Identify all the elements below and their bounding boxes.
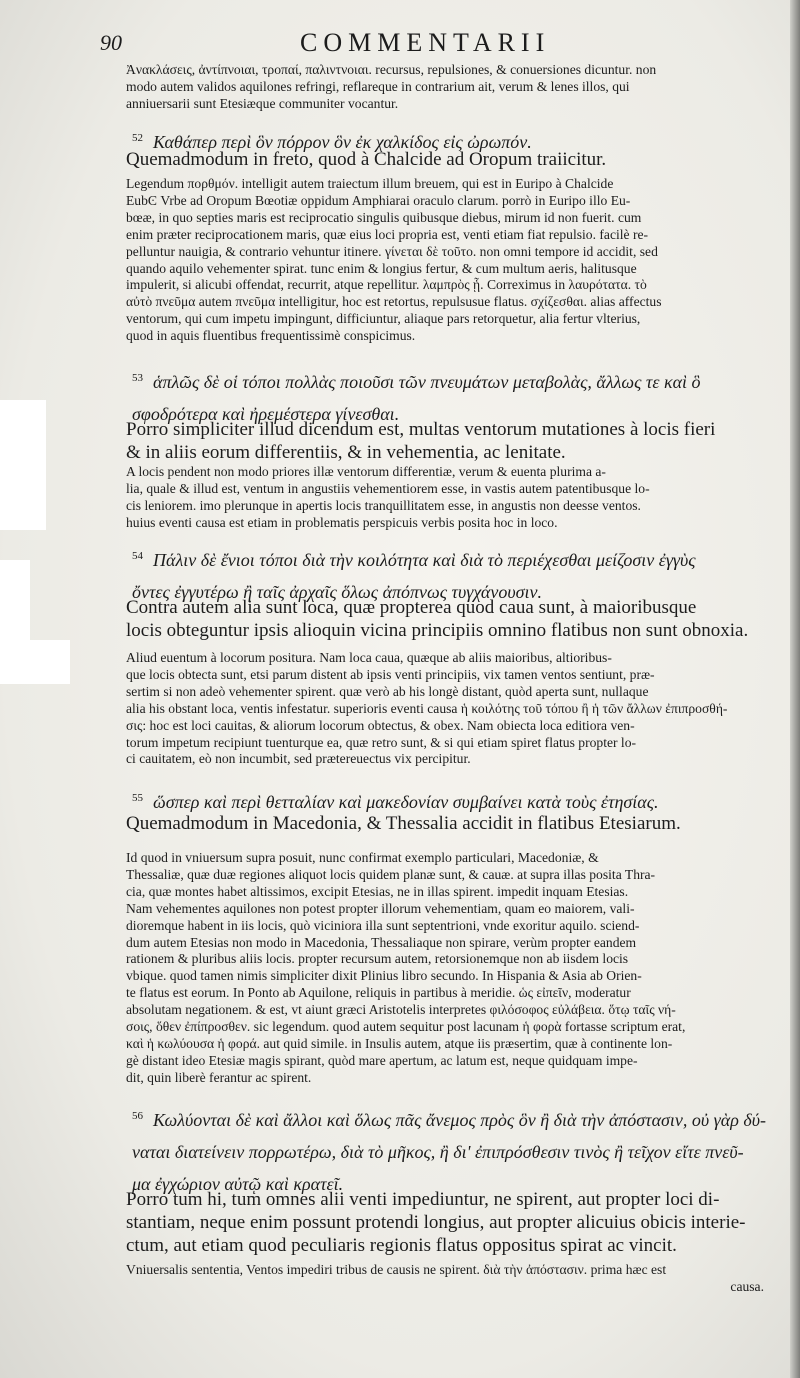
text-line: Contra autem alia sunt loca, quæ propterea quod caua sunt, à maioribusque — [126, 597, 697, 618]
greek-line: Κωλύονται δὲ καὶ ἄλλοι καὶ ὅλως πᾶς ἄνεμος πρὸς ὃν ἢ διὰ τὴν ἀπόστασιν, οὐ γὰρ δύ- — [153, 1110, 766, 1130]
commentary-paragraph — [126, 176, 764, 345]
text-line: Aliud euentum à locorum positura. Nam loca caua, quæque ab aliis maioribus, altioribus- — [126, 650, 612, 665]
text-line: torum impetum recipiunt tuenturque ea, quæ retro sunt, & si qui etiam spiret flatus propter lo- — [126, 734, 637, 750]
text-line: absolutam negationem. & est, vt aiunt græci Aristotelis interpretes φιλόσοφος εὐλάβεια. ὅτῳ ταῖς νή- — [126, 1002, 676, 1018]
section-number: 55 — [132, 792, 143, 804]
greek-line: ἁπλῶς δὲ οἱ τόποι πολλὰς ποιοῦσι τῶν πνευμάτων μεταβολὰς, ἄλλως τε καὶ ὃ — [153, 372, 701, 392]
page-number: 90 — [100, 30, 122, 55]
text-line: ventorum, qui cum impetu impingunt, difficiuntur, aliaque pars retorquetur, alia fertur vlterius, — [126, 311, 641, 327]
commentary-paragraph — [126, 62, 764, 113]
text-line: Quemadmodum in freto, quod à Chalcide ad Oropum traiicitur. — [126, 149, 607, 170]
text-line: ctum, aut etiam quod peculiaris regionis flatus oppositus spirat ac vincit. — [126, 1235, 677, 1256]
text-line: bœæ, in quo septies maris est reciprocatio singulis quibusque diebus, mirum id non fuerit. cum — [126, 209, 642, 225]
text-line: te flatus est eorum. In Ponto ab Aquilone, reliquis in partibus à meridie. ὡς εἰπεῖν, moderatur — [126, 985, 631, 1001]
text-line: σφοδρότερα καὶ ἠρεμέστερα γίνεσθαι. — [132, 404, 400, 424]
section-number: 53 — [132, 372, 143, 384]
section-number: 52 — [132, 132, 143, 144]
text-line: ναται διατείνειν πορρωτέρω, διὰ τὸ μῆκος, ἢ δι' ἐπιπρόσθεσιν τινὸς ἢ τεῖχον εἴτε πνεῦ- — [132, 1142, 744, 1162]
greek-line: Καθάπερ περὶ ὃν πόρρον ὃν ἐκ χαλκίδος εἰς ὠρωπόν. — [153, 132, 532, 152]
text-line: μα ἐγχώριον αὐτῷ καὶ κρατεῖ. — [132, 1174, 344, 1194]
section-number: 54 — [132, 550, 143, 562]
text-line: impulerit, si alicubi offendat, recurrit, atque repellitur. λαμπρὸς ᾖ. Correximus in λαυρότατα. τὸ — [126, 277, 647, 293]
text-line: vbique. quod tamen nimis simpliciter dixit Plinius libro secundo. In Hispania & Asia ab Orien- — [126, 968, 642, 984]
torn-margin — [0, 400, 46, 530]
text-line: αὐτὸ πνεῦμα autem πνεῦμα intelligitur, hoc est retortus, repulsusue flatus. σχίζεσθαι. alias affectus — [126, 294, 662, 310]
text-line: καὶ ἡ κωλύουσα ἡ φορά. aut quid simile. in Insulis autem, atque iis præsertim, quæ à continente lon- — [126, 1035, 673, 1051]
text-line: Porro simpliciter illud dicendum est, multas ventorum mutationes à locis fieri — [126, 419, 716, 440]
latin-lemma — [126, 596, 764, 642]
text-line: Quemadmodum in Macedonia, & Thessalia accidit in flatibus Etesiarum. — [126, 813, 681, 834]
text-line: dum autem Etesias non modo in Macedonia, Thessaliaque non spirare, verùm propter eandem — [126, 934, 637, 950]
text-line: sertim si non adeò vehementer spirent. quæ verò ab his longè distant, quòd aperta sunt, nullaque — [126, 683, 649, 699]
text-line: locis obteguntur ipsis alioquin vicina principiis omnino flatibus non sunt obnoxia. — [126, 620, 749, 641]
text-line — [132, 362, 770, 398]
text-line: σις: hoc est loci cauitas, & aliorum locorum obtectus, & obex. Nam obiecta loca editiora ven- — [126, 717, 635, 733]
text-line: Ἀνακλάσεις, ἀντίπνοιαι, τροπαί, παλιντνοιαι. recursus, repulsiones, & conuersiones dicuntur. non — [126, 62, 657, 77]
text-line: ci cauitatem, eò non incumbit, sed prætereuectus vix percipitur. — [126, 751, 471, 767]
text-line: cis leniorem. imo plerunque in apertis locis tranquillitatem esse, in angustis non deesse ventos. — [126, 497, 641, 513]
text-line: rationem & pluribus aliis locis. propter recursum autem, retorsionemque non ab iisdem locis — [126, 951, 629, 967]
text-line: gè distant ideo Etesiæ magis spirant, quòd mare apertum, ac latum est, neque quidquam impe- — [126, 1052, 638, 1068]
greek-text — [132, 1100, 770, 1200]
text-line: enim præter reciprocationem maris, quæ eius loci propria est, venti etiam fiat repulsio. facilè re- — [126, 226, 649, 242]
text-line: huius eventi causa est etiam in problematis perspicuis verbis posita hoc in loco. — [126, 514, 558, 530]
text-line: A locis pendent non modo priores illæ ventorum differentiæ, verum & euenta plurima a- — [126, 464, 606, 479]
commentary-paragraph — [126, 850, 764, 1087]
text-line: alia his obstant loca, ventis infestatur. superioris eventi causa ἡ κοιλότης τοῦ τόπου ἢ ἡ τῶν ἄλλων ἐπιπροσθή- — [126, 700, 728, 716]
commentary-paragraph — [126, 650, 764, 768]
text-line: stantiam, neque enim possunt protendi longius, aut propter alicuius obicis interie- — [126, 1212, 746, 1233]
greek-line: Πάλιν δὲ ἔνιοι τόποι διὰ τὴν κοιλότητα καὶ διὰ τὸ περιέχεσθαι μείζοσιν ἐγγὺς — [153, 550, 696, 570]
text-line: σοις, ὅθεν ἐπίπροσθεν. sic legendum. quod autem sequitur post lacunam ἡ φορὰ fortasse scriptum erat, — [126, 1019, 686, 1035]
text-line: causa. — [730, 1278, 764, 1294]
text-line: lia, quale & illud est, ventum in angustiis vehementiorem esse, in vastis autem patentibusque lo- — [126, 480, 650, 496]
section-number: 56 — [132, 1110, 143, 1122]
text-line: anniuersarii sunt Etesiæque communiter vocantur. — [126, 95, 399, 111]
text-line: quando aquilo vehementer spirat. tunc enim & longius fertur, & cum multum aeris, halitusque — [126, 260, 637, 276]
text-line: & in aliis eorum differentiis, & in vehementia, ac lenitate. — [126, 442, 566, 463]
latin-lemma — [126, 148, 764, 171]
text-line — [132, 540, 770, 576]
text-line: Nam vehementes aquilones non potest propter illorum vehementiam, quam eo maiorem, vali- — [126, 900, 635, 916]
text-line: cia, quæ montes habet altissimos, excipit Etesias, ne in illas spirent. impedit inquam Etesias. — [126, 883, 629, 899]
latin-lemma — [126, 1188, 764, 1257]
text-line: ὄντες ἐγγυτέρω ἢ ταῖς ἀρχαῖς ὅλως ἀπόπνως τυγχάνουσιν. — [132, 582, 542, 602]
text-line: Thessaliæ, quæ duæ regiones aliquot locis quidem planæ sunt, & cauæ. at supra illas posita Thra- — [126, 866, 656, 882]
latin-lemma — [126, 418, 764, 464]
page-edge-shadow — [790, 0, 800, 1378]
text-line: quod in aquis fluentibus frequentissimè conspicimus. — [126, 328, 416, 344]
text-line: pelluntur nauigia, & contrario vehuntur itinere. γίνεται δὲ τοῦτο. non omni tempore id accidit, sed — [126, 243, 658, 259]
text-line: modo autem validos aquilones refringi, reflareque in contrarium ait, verum & lenes illos, qui — [126, 78, 630, 94]
commentary-paragraph — [126, 464, 764, 532]
text-line: Id quod in vniuersum supra posuit, nunc confirmat exemplo particulari, Macedoniæ, & — [126, 850, 599, 865]
text-line: dit, quin liberè ferantur ac spirent. — [126, 1069, 312, 1085]
commentary-paragraph — [126, 1262, 764, 1296]
text-line: Vniuersalis sententia, Ventos impediri tribus de causis ne spirent. διὰ τὴν ἀπόστασιν. prima hæc est — [126, 1262, 667, 1277]
page-header — [100, 26, 760, 60]
text-line — [132, 1100, 770, 1136]
text-line: dioremque habent in iis locis, quò viciniora illa sunt septentrioni, vnde exoritur aquilo. sciend- — [126, 917, 640, 933]
text-line: Legendum πορθμόν. intelligit autem traiectum illum breuem, qui est in Euripo à Chalcide — [126, 176, 614, 191]
latin-lemma — [126, 812, 764, 835]
greek-line: ὥσπερ καὶ περὶ θετταλίαν καὶ μακεδονίαν συμβαίνει κατὰ τοὺς ἐτησίας. — [153, 792, 659, 812]
text-line: EubϾ Vrbe ad Oropum Bœotiæ oppidum Amphiarai oraculo clarum. porrò in Euripo illo Eu- — [126, 192, 631, 208]
text-line: Porro tum hi, tum omnes alii venti impediuntur, ne spirent, aut propter loci di- — [126, 1189, 720, 1210]
torn-margin — [0, 640, 70, 684]
running-title: COMMENTARII — [300, 28, 551, 57]
text-line: que locis obtecta sunt, etsi parum distent ab ipsis venti principiis, vix tamen ventos sentiunt, præ- — [126, 666, 655, 682]
